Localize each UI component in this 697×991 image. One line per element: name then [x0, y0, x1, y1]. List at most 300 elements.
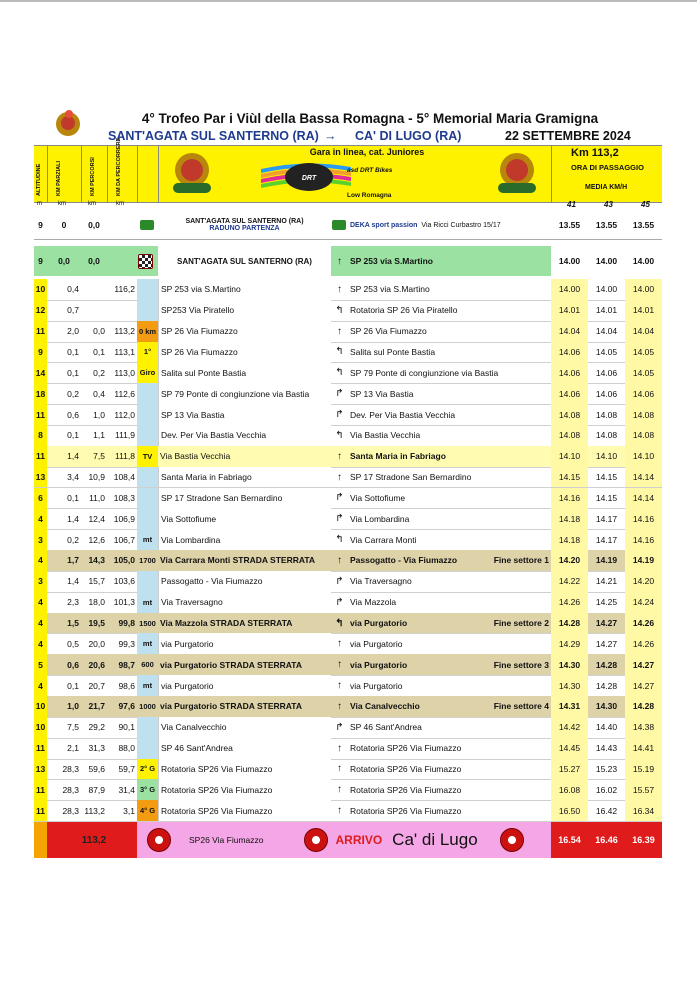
row-time-43: 14.06	[595, 388, 618, 399]
row-mk: 1000	[139, 701, 156, 711]
row-kdp: 113,0	[114, 367, 135, 378]
row-kdp: 3,1	[123, 805, 135, 816]
row-time-45: 16.34	[625, 800, 662, 821]
route-from: SANT'AGATA SUL SANTERNO (RA)	[108, 129, 319, 143]
row-kdp: 116,2	[114, 284, 135, 295]
row-d2	[348, 696, 551, 717]
table-row	[34, 717, 662, 739]
row-mk: 600	[141, 660, 154, 670]
row-alt: 6	[34, 488, 47, 509]
start-car-2	[331, 211, 348, 239]
start-desc	[158, 211, 331, 239]
row-time-41: 16.50	[551, 800, 588, 821]
table-row	[34, 425, 662, 447]
start-place: SANT'AGATA SUL SANTERNO (RA)	[185, 218, 304, 225]
finish-flag-icon-2	[304, 828, 328, 852]
row-mk: 3° G	[137, 779, 158, 800]
row-time-43: 14.08	[595, 409, 618, 420]
row-d2: SP 26 Via Fiumazzo	[350, 326, 427, 337]
row-d1: Santa Maria in Fabriago	[158, 467, 331, 488]
row-time-41: 14.01	[551, 300, 588, 321]
finish-flag-icon	[147, 828, 171, 852]
row-mk	[137, 300, 158, 321]
drt-bikes-logo-icon	[261, 159, 351, 195]
row-kdp: 90,1	[118, 722, 135, 733]
row-kp: 0,2	[67, 534, 79, 545]
speed-45: 45	[641, 200, 650, 209]
row-time-41: 14.06	[551, 362, 588, 383]
row-mk: 4° G	[137, 800, 158, 821]
row-d2: Via Mazzola	[350, 597, 397, 608]
total-km: Km 113,2	[571, 147, 619, 159]
row-ar: ↰	[335, 617, 344, 629]
row-kp: 0,4	[67, 284, 79, 295]
fine-settore-label: Fine settore 3	[493, 659, 549, 670]
row-d1: SP 13 Via Bastia	[158, 404, 331, 425]
row-kp: 0,1	[67, 492, 79, 503]
row-ar: ↑	[337, 638, 342, 650]
row-d1: Dev. Per Via Bastia Vecchia	[158, 425, 331, 446]
row-alt: 12	[34, 300, 47, 321]
row-kdp: 98,6	[118, 680, 135, 691]
ora-passaggio-label: ORA DI PASSAGGIO	[571, 163, 644, 172]
row-kp: 0,2	[67, 388, 79, 399]
table-row	[34, 613, 662, 635]
table-row	[34, 738, 662, 760]
row-alt: 14	[34, 362, 47, 383]
row-time-41: 14.18	[551, 508, 588, 529]
table-row	[34, 571, 662, 593]
finish-row	[34, 822, 662, 858]
row-mk	[137, 571, 158, 592]
row-kdp: 105,0	[113, 555, 135, 566]
start-time-43: 13.55	[595, 220, 618, 230]
row-kp: 1,7	[47, 550, 81, 571]
row-kdp: 108,3	[113, 492, 135, 503]
car-icon	[140, 220, 154, 230]
row-d2	[348, 613, 551, 634]
table-row	[34, 675, 662, 697]
row-kp: 0,6	[47, 654, 81, 675]
table-row	[34, 592, 662, 614]
row-alt: 9	[34, 342, 47, 363]
row-time-41: 14.16	[551, 488, 588, 509]
row-kdp: 103,6	[113, 576, 135, 587]
row-d2: SP 46 Sant'Andrea	[350, 722, 422, 733]
finish-total-km: 113,2	[81, 822, 107, 858]
table-row	[34, 300, 662, 322]
row-ar: ↑	[337, 680, 342, 692]
row-ar: ↱	[335, 575, 344, 587]
row-mk	[137, 467, 158, 488]
row-kpc: 20,7	[88, 680, 105, 691]
row-alt: 10	[34, 696, 47, 717]
row-time-43: 16.02	[595, 784, 618, 795]
row-kp: 28,3	[62, 784, 79, 795]
row-time-45: 14.08	[625, 404, 662, 425]
row-kpc: 29,2	[88, 722, 105, 733]
finish-time-45: 16.39	[625, 822, 662, 858]
start-sponsor	[348, 211, 551, 239]
unit-kdp: km	[116, 201, 124, 207]
row-time-41: 14.26	[551, 592, 588, 613]
speed-41: 41	[567, 200, 576, 209]
row-kp: 0,6	[67, 409, 79, 420]
row-mk: Giro	[137, 362, 158, 383]
row-d1: via Purgatorio	[158, 675, 331, 696]
row-ar: ↑	[337, 283, 342, 295]
row-mk: 1°	[137, 342, 158, 363]
row-d1: Via Mazzola STRADA STERRATA	[160, 618, 293, 629]
row-time-41: 14.08	[551, 425, 588, 446]
table-row	[34, 342, 662, 364]
row-ar: ↑	[337, 784, 342, 796]
row-kpc	[81, 279, 107, 300]
row-kpc: 20,0	[88, 638, 105, 649]
header-kpc-label: KM PERCORSI	[90, 157, 96, 196]
row-kdp: 113,2	[114, 326, 135, 337]
row-ar: ↰	[335, 367, 344, 379]
header-col-mk	[137, 146, 159, 202]
row-d2: Dev. Per Via Bastia Vecchia	[350, 409, 456, 420]
row-alt: 11	[34, 446, 47, 467]
row-time-45: 15.57	[625, 779, 662, 800]
row-alt: 5	[34, 654, 47, 675]
table-row	[34, 279, 662, 301]
header-kdp-label: KM DA PERCORRERE	[116, 137, 122, 196]
row-kp: 0,1	[67, 680, 79, 691]
start-kp: 0	[61, 220, 67, 230]
row-kpc: 1,0	[93, 409, 105, 420]
row-kdp: 111,9	[114, 430, 135, 441]
row-d2: Rotatoria SP26 Via Fiumazzo	[350, 784, 462, 795]
row-time-45: 14.38	[625, 717, 662, 738]
unit-kp: km	[58, 201, 66, 207]
row-mk	[137, 383, 158, 404]
unit-kpc: km	[88, 201, 96, 207]
row-time-41: 14.28	[551, 613, 588, 634]
start-time-45: 13.55	[625, 211, 662, 239]
finish-time-41: 16.54	[551, 822, 588, 858]
row-kpc: 20,6	[88, 659, 105, 670]
row-ar: ↱	[335, 721, 344, 733]
row-d1: Via Carrara Monti STRADA STERRATA	[160, 555, 316, 566]
depart-arrow: ↑	[337, 255, 342, 267]
row-time-45: 14.24	[625, 592, 662, 613]
rooster-logo-icon	[52, 110, 86, 140]
row-time-45: 14.04	[625, 321, 662, 342]
row-d1: Rotatoria SP26 Via Fiumazzo	[158, 779, 331, 800]
row-time-45: 14.14	[625, 467, 662, 488]
row-kpc	[81, 300, 107, 321]
row-d2: via Purgatorio	[350, 638, 403, 649]
start-car	[137, 211, 158, 239]
row-kdp: 99,8	[118, 618, 135, 629]
sponsor-name: DEKA sport passion	[350, 221, 418, 229]
row-d2: Rotatoria SP26 Via Fiumazzo	[350, 763, 462, 774]
row-d2	[348, 654, 551, 675]
finish-kp-cell	[47, 822, 81, 858]
race-type: Gara in linea, cat. Juniores	[309, 147, 425, 157]
row-mk: 1700	[139, 555, 156, 565]
header-col-kp	[47, 146, 82, 202]
row-kpc: 0,0	[93, 326, 105, 337]
row-ar: ↑	[337, 742, 342, 754]
row-mk	[137, 738, 158, 759]
row-alt: 4	[34, 508, 47, 529]
row-ar: ↑	[337, 659, 342, 671]
table-row	[34, 779, 662, 801]
depart-alt: 9	[34, 246, 47, 276]
row-time-45: 14.06	[625, 383, 662, 404]
row-time-43: 14.28	[595, 659, 618, 670]
row-time-45: 14.26	[625, 633, 662, 654]
row-mk: mt	[137, 592, 158, 613]
table-row	[34, 550, 662, 572]
row-time-41: 16.08	[551, 779, 588, 800]
fine-settore-label: Fine settore 2	[493, 618, 549, 629]
row-mk	[137, 425, 158, 446]
row-d1: Passogatto - Via Fiumazzo	[158, 571, 331, 592]
row-time-41: 14.00	[551, 279, 588, 300]
row-ar: ↰	[335, 304, 344, 316]
row-time-43: 14.40	[595, 722, 618, 733]
row-alt: 8	[34, 425, 47, 446]
row-d1: Via Sottofiume	[158, 508, 331, 529]
row-time-41: 14.15	[551, 467, 588, 488]
row-kpc: 59,6	[88, 763, 105, 774]
row-d1: SP 26 Via Fiumazzo	[158, 321, 331, 342]
region-name: Low Romagna	[347, 192, 392, 199]
row-ar: ↑	[337, 450, 342, 462]
depart-time-45: 14.00	[625, 246, 662, 276]
row-mk: 2° G	[137, 759, 158, 780]
row-time-43: 14.25	[595, 597, 618, 608]
table-row	[34, 529, 662, 551]
row-mk: 0 km	[137, 321, 158, 342]
row-time-43: 14.10	[595, 451, 618, 462]
row-kpc: 21,7	[88, 701, 105, 712]
speed-43: 43	[604, 200, 613, 209]
depart-time-43: 14.00	[588, 246, 625, 276]
row-kdp: 113,1	[114, 346, 135, 357]
row-alt: 4	[34, 592, 47, 613]
unit-alt: m	[37, 201, 42, 207]
table-row	[34, 321, 662, 343]
row-kpc: 14,3	[88, 555, 105, 566]
row-time-43: 14.27	[595, 638, 618, 649]
row-ar: ↑	[337, 471, 342, 483]
row-kp: 0,5	[67, 638, 79, 649]
depart-flag	[137, 246, 158, 276]
row-ar: ↱	[335, 388, 344, 400]
row-kpc: 113,2	[84, 805, 105, 816]
finish-banner	[137, 822, 551, 858]
row-alt: 11	[34, 404, 47, 425]
row-kp: 1,4	[67, 451, 79, 462]
row-kp: 2,1	[67, 743, 79, 754]
row-time-45: 14.19	[625, 550, 662, 571]
row-kp: 0,1	[67, 430, 79, 441]
row-time-45: 14.28	[625, 696, 662, 717]
row-time-43: 14.43	[595, 743, 618, 754]
row-time-41: 14.30	[551, 675, 588, 696]
row-time-45: 14.27	[625, 654, 662, 675]
checkered-flag-icon	[138, 254, 153, 269]
row-kdp: 31,4	[118, 784, 135, 795]
table-row	[34, 633, 662, 655]
row-kpc: 11,0	[89, 492, 105, 503]
svg-text:DRT: DRT	[301, 175, 317, 182]
table-row	[34, 800, 662, 822]
row-kp: 3,4	[67, 472, 79, 483]
row-d1: SP 253 via S.Martino	[158, 279, 331, 300]
row-d2: SP 79 Ponte di congiunzione via Bastia	[350, 367, 499, 378]
row-time-41: 14.08	[551, 404, 588, 425]
row-kp: 28,3	[62, 763, 79, 774]
row-d2: Rotatoria SP26 Via Fiumazzo	[350, 743, 462, 754]
row-kdp: 101,3	[113, 597, 135, 608]
row-d2-road: Passogatto - Via Fiumazzo	[350, 555, 458, 566]
row-d2: SP 13 Via Bastia	[350, 388, 414, 399]
table-row	[34, 488, 662, 510]
route-to: CA' DI LUGO (RA)	[355, 129, 462, 143]
row-ar: ↱	[335, 596, 344, 608]
row-d1: Via Canalvecchio	[158, 717, 331, 738]
row-time-45: 14.20	[625, 571, 662, 592]
row-d2: Via Carrara Monti	[350, 534, 417, 545]
row-d1: Via Traversagno	[158, 592, 331, 613]
row-time-43: 14.05	[595, 346, 618, 357]
row-time-43: 14.30	[595, 701, 618, 712]
finish-alt-cell	[34, 822, 47, 858]
row-time-45: 14.26	[625, 613, 662, 634]
header-center	[157, 145, 537, 201]
race-date: 22 SETTEMBRE 2024	[505, 129, 631, 143]
fine-settore-label: Fine settore 1	[493, 555, 549, 566]
row-mk: 1500	[139, 618, 156, 628]
row-alt: 13	[34, 759, 47, 780]
header-col-alt	[34, 146, 48, 202]
row-alt: 3	[34, 529, 47, 550]
row-ar: ↱	[335, 409, 344, 421]
row-alt: 4	[34, 633, 47, 654]
start-alt: 9	[34, 211, 47, 239]
table-row	[34, 446, 662, 468]
row-d1: SP 26 Via Fiumazzo	[158, 342, 331, 363]
row-d1: Salita sul Ponte Bastia	[158, 362, 331, 383]
row-mk: mt	[137, 633, 158, 654]
row-d2-road: via Purgatorio	[350, 618, 408, 629]
sponsor-address: Via Ricci Curbastro 15/17	[421, 221, 501, 229]
row-kdp: 97,6	[118, 701, 135, 712]
row-d1: SP253 Via Piratello	[158, 300, 331, 321]
row-ar: ↑	[337, 700, 342, 712]
car-icon	[332, 220, 346, 230]
row-time-45: 14.41	[625, 738, 662, 759]
row-kpc: 12,6	[88, 534, 105, 545]
row-kpc: 18,0	[88, 597, 105, 608]
row-kp: 2,3	[67, 597, 79, 608]
row-time-43: 14.06	[595, 367, 618, 378]
header-kp-label: KM PARZIALI	[56, 160, 62, 196]
row-time-43: 14.15	[595, 492, 618, 503]
row-d2	[348, 550, 551, 571]
row-d2-road: Via Canalvecchio	[350, 701, 420, 712]
row-time-45: 14.08	[625, 425, 662, 446]
row-d1: Via Lombardina	[158, 529, 331, 550]
row-kp: 0,1	[67, 367, 79, 378]
row-kp: 1,4	[67, 513, 79, 524]
row-kpc: 1,1	[93, 430, 105, 441]
finish-road: SP26 Via Fiumazzo	[189, 835, 264, 845]
row-kp: 7,5	[67, 722, 79, 733]
table-row	[34, 696, 662, 718]
row-kdp: 111,8	[114, 451, 135, 462]
row-alt: 4	[34, 613, 47, 634]
row-time-43: 14.27	[595, 618, 618, 629]
row-time-45: 14.00	[625, 279, 662, 300]
depart-kp: 0,0	[58, 256, 70, 266]
table-row	[34, 383, 662, 405]
row-time-41: 14.30	[551, 654, 588, 675]
row-kp: 1,0	[47, 696, 81, 717]
row-d2: Via Bastia Vecchia	[350, 430, 421, 441]
table-row	[34, 362, 662, 384]
depart-place: SANT'AGATA SUL SANTERNO (RA)	[158, 246, 331, 276]
row-kp: 1,5	[47, 613, 81, 634]
rooster-logo-left-icon	[167, 149, 217, 195]
row-time-45: 14.14	[625, 488, 662, 509]
row-time-41: 14.31	[551, 696, 588, 717]
row-alt: 11	[34, 321, 47, 342]
table-row	[34, 759, 662, 781]
row-kp: 2,0	[67, 326, 79, 337]
row-time-41: 14.45	[551, 738, 588, 759]
row-kdp: 98,7	[118, 659, 135, 670]
row-d2: Rotatoria SP 26 Via Piratello	[350, 305, 458, 316]
row-time-45: 15.19	[625, 759, 662, 780]
row-kpc: 15,7	[88, 576, 105, 587]
row-ar: ↑	[337, 325, 342, 337]
row-alt: 4	[34, 550, 47, 571]
row-ar: ↱	[335, 492, 344, 504]
row-kpc: 31,3	[88, 743, 105, 754]
row-time-41: 14.42	[551, 717, 588, 738]
row-time-43: 15.23	[595, 763, 618, 774]
row-alt: 11	[34, 779, 47, 800]
row-d1: Rotatoria SP26 Via Fiumazzo	[158, 759, 331, 780]
row-mk	[137, 508, 158, 529]
row-kpc: 0,2	[93, 367, 105, 378]
finish-flag-icon-3	[500, 828, 524, 852]
row-d1: Via Bastia Vecchia	[160, 451, 231, 462]
arrivo-label: ARRIVO	[335, 833, 383, 847]
row-mk: TV	[137, 446, 158, 467]
row-time-45: 14.16	[625, 508, 662, 529]
row-time-43: 14.17	[595, 513, 618, 524]
depart-row	[34, 246, 662, 276]
header-div	[551, 146, 552, 202]
row-alt: 3	[34, 571, 47, 592]
header-col-kpc	[81, 146, 108, 202]
row-time-41: 14.06	[551, 383, 588, 404]
rooster-logo-right-icon	[492, 149, 542, 195]
route-arrow: →	[324, 129, 337, 143]
row-kdp: 106,7	[113, 534, 135, 545]
row-d1: SP 17 Stradone San Bernardino	[158, 488, 331, 509]
row-kp: 0,7	[67, 305, 79, 316]
